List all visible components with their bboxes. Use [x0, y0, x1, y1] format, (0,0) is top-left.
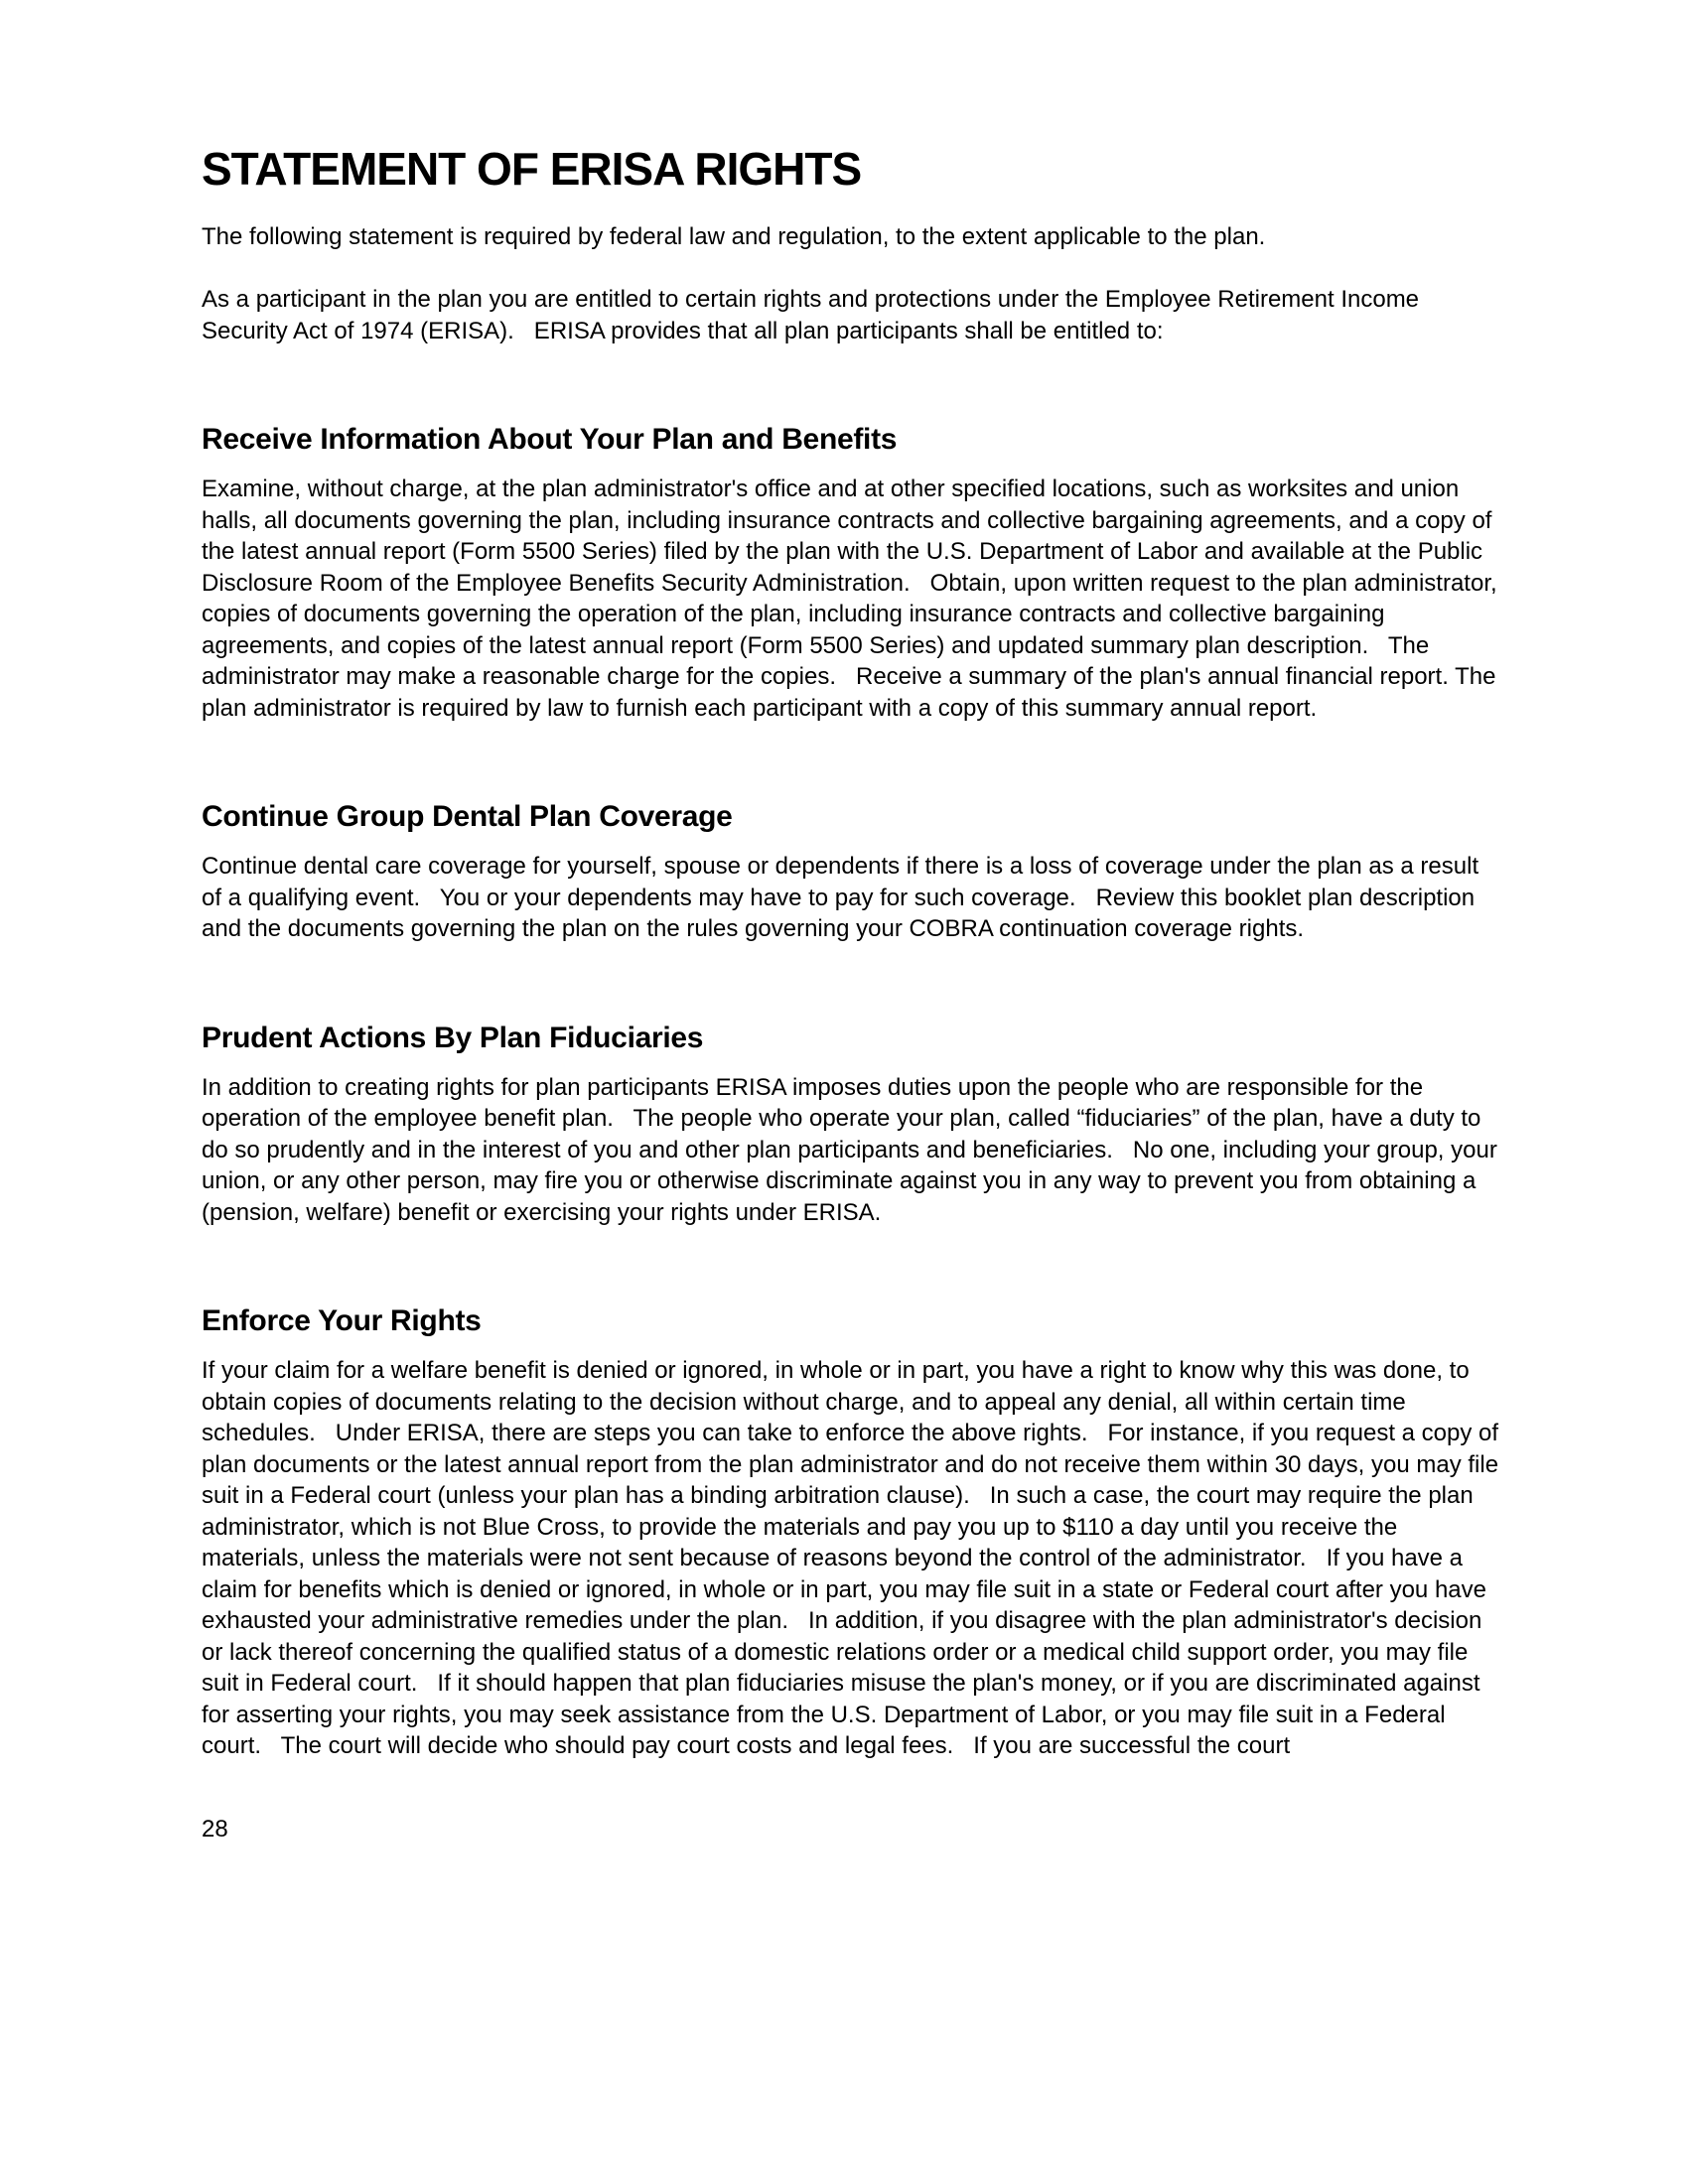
section-prudent-actions [202, 1021, 1504, 1229]
section-body-continue-coverage: Continue dental care coverage for yourself, spouse or dependents if there is a loss of coverage under the plan as a result of a qualifying event. You or your dependents may have to pay for such coverage. Review this booklet plan description and the documents governing the plan on the rules governing your COBRA continuation coverage rights. [202, 853, 1485, 943]
intro-paragraph-1: The following statement is required by federal law and regulation, to the extent applicable to the plan. [202, 222, 1266, 250]
section-body-receive-information: Examine, without charge, at the plan administrator's office and at other specified locations, such as worksites and union halls, all documents governing the plan, including insurance contracts and collective bargaining agreements, and a copy of the latest annual report (Form 5500 Series) filed by the plan with the U.S. Department of Labor and available at the Public Disclosure Room of the Employee Benefits Security Administration. Obtain, upon written request to the plan administrator, copies of documents governing the operation of the plan, including insurance contracts and collective bargaining agreements, and copies of the latest annual report (Form 5500 Series) and updated summary plan description. The administrator may make a reasonable charge for the copies. Receive a summary of the plan's annual financial report. The plan administrator is required by law to furnish each participant with a copy of this summary annual report. [202, 476, 1504, 722]
section-body-enforce-rights: If your claim for a welfare benefit is denied or ignored, in whole or in part, you have a right to know why this was done, to obtain copies of documents relating to the decision without charge, and to appeal any denial, all within certain time schedules. Under ERISA, there are steps you can take to enforce the above rights. For instance, if you request a copy of plan documents or the latest annual report from the plan administrator and do not receive them within 30 days, you may file suit in a Federal court (unless your plan has a binding arbitration clause). In such a case, the court may require the plan administrator, which is not Blue Cross, to provide the materials and pay you up to $110 a day until you receive the materials, unless the materials were not sent because of reasons beyond the control of the administrator. If you have a claim for benefits which is denied or ignored, in whole or in part, you may file suit in a state or Federal court after you have exhausted your administrative remedies under the plan. In addition, if you disagree with the plan administrator's decision or lack thereof concerning the qualified status of a domestic relations order or a medical child support order, you may file suit in Federal court. If it should happen that plan fiduciaries misuse the plan's money, or if you are discriminated against for asserting your rights, you may seek assistance from the U.S. Department of Labor, or you may file suit in a Federal court. The court will decide who should pay court costs and legal fees. If you are successful the court [202, 1357, 1505, 1760]
page-title: STATEMENT OF ERISA RIGHTS [202, 143, 862, 195]
section-heading-prudent-actions: Prudent Actions By Plan Fiduciaries [202, 1021, 704, 1054]
intro-paragraph-2: As a participant in the plan you are entitled to certain rights and protections under the Employee Retirement Income Security Act of 1974 (ERISA). ERISA provides that all plan participants shall be entitled to: [202, 286, 1426, 344]
section-enforce-rights [202, 1303, 1504, 1762]
section-heading-continue-coverage: Continue Group Dental Plan Coverage [202, 800, 733, 834]
page-number: 28 [202, 1815, 228, 1843]
section-receive-information [202, 422, 1504, 724]
section-heading-enforce-rights: Enforce Your Rights [202, 1304, 482, 1338]
section-body-prudent-actions: In addition to creating rights for plan participants ERISA imposes duties upon the people who are responsible for the operation of the employee benefit plan. The people who operate your plan, called “fiduciaries” of the plan, have a duty to do so prudently and in the interest of you and other plan participants and beneficiaries. No one, including your group, your union, or any other person, may fire you or otherwise discriminate against you in any way to prevent you from obtaining a (pension, welfare) benefit or exercising your rights under ERISA. [202, 1073, 1504, 1226]
section-continue-coverage [202, 799, 1504, 945]
section-heading-receive-information: Receive Information About Your Plan and Benefits [202, 423, 898, 457]
